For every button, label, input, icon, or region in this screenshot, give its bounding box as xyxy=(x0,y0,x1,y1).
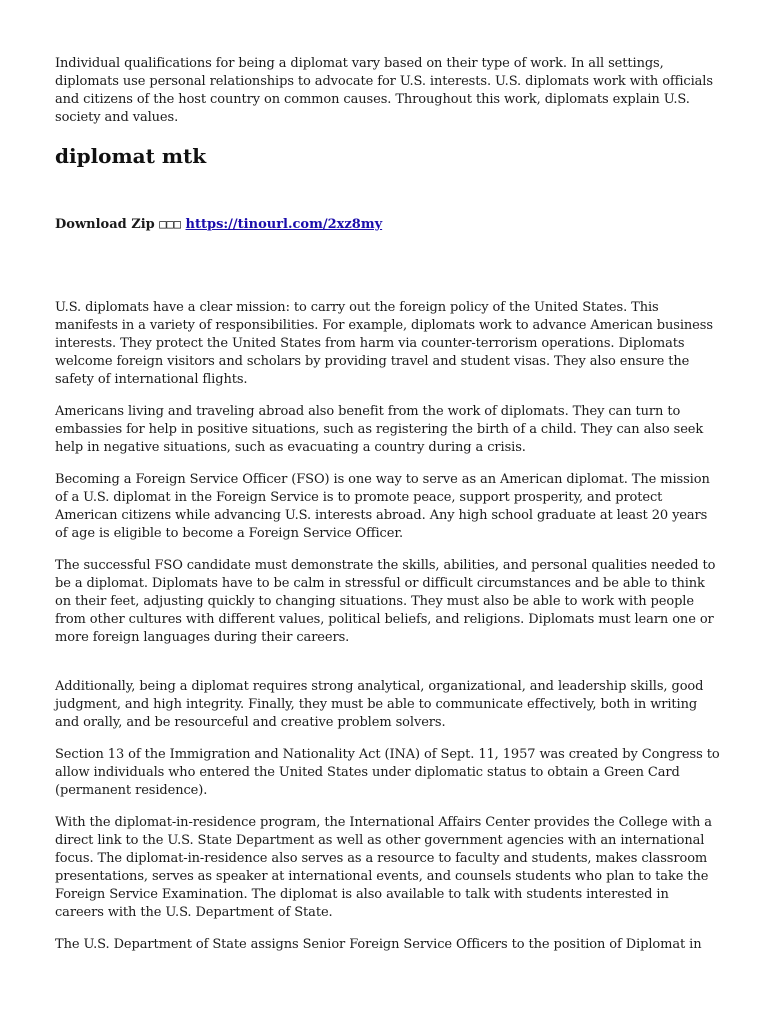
paragraph-mission: U.S. diplomats have a clear mission: to carry out the foreign policy of the United States. This manifests in a variety of responsibilities. For example, diplomats work to advance American business interests. They protect the United States from harm via counter-terrorism operations. Diplomats welcome foreign visitors and scholars by providing travel and student visas. They also ensure the safety of international flights. xyxy=(55,300,713,387)
intro-paragraph: Individual qualifications for being a diplomat vary based on their type of work. In all settings, diplomats use personal relationships to advocate for U.S. interests. U.S. diplomats work with officials and citizens of the host country on common causes. Throughout this work, diplomats explain U.S. society and values. xyxy=(55,56,713,125)
paragraph-americans-abroad: Americans living and traveling abroad also benefit from the work of diplomats. They can turn to embassies for help in positive situations, such as registering the birth of a child. They can also seek help in negative situations, such as evacuating a country during a crisis. xyxy=(55,404,704,455)
page-title: diplomat mtk xyxy=(55,144,207,168)
article-body xyxy=(55,299,720,968)
paragraph-diplomat-in-residence: With the diplomat-in-residence program, the International Affairs Center provides the College with a direct link to the U.S. State Department as well as other government agencies with an international focus. The diplomat-in-residence also serves as a resource to faculty and students, makes classroom presentations, serves as speaker at international events, and counsels students who plan to take the Foreign Service Examination. The diplomat is also available to talk with students interested in careers with the U.S. Department of State. xyxy=(55,815,712,920)
download-line xyxy=(55,215,382,234)
download-label: Download Zip xyxy=(55,217,155,232)
download-link[interactable]: https://tinourl.com/2xz8my xyxy=(185,217,383,232)
paragraph-senior-officers: The U.S. Department of State assigns Senior Foreign Service Officers to the position of Diplomat in xyxy=(55,937,702,952)
document-page xyxy=(55,55,720,952)
paragraph-fso-candidate: The successful FSO candidate must demonstrate the skills, abilities, and personal qualities needed to be a diplomat. Diplomats have to be calm in stressful or difficult circumstances and be able to think on their feet, adjusting quickly to changing situations. They must also be able to work with people from other cultures with different values, political beliefs, and religions. Diplomats must learn one or more foreign languages during their careers. xyxy=(55,558,716,645)
arrow-glyphs-icon: □□□ xyxy=(159,217,181,231)
paragraph-skills: Additionally, being a diplomat requires strong analytical, organizational, and leadership skills, good judgment, and high integrity. Finally, they must be able to communicate effectively, both in writing and orally, and be resourceful and creative problem solvers. xyxy=(55,679,704,730)
paragraph-becoming-fso: Becoming a Foreign Service Officer (FSO) is one way to serve as an American diplomat. The mission of a U.S. diplomat in the Foreign Service is to promote peace, support prosperity, and protect American citizens while advancing U.S. interests abroad. Any high school graduate at least 20 years of age is eligible to become a Foreign Service Officer. xyxy=(55,472,710,541)
paragraph-section-13: Section 13 of the Immigration and Nationality Act (INA) of Sept. 11, 1957 was created by Congress to allow individuals who entered the United States under diplomatic status to obtain a Green Card (permanent residence). xyxy=(55,747,720,798)
